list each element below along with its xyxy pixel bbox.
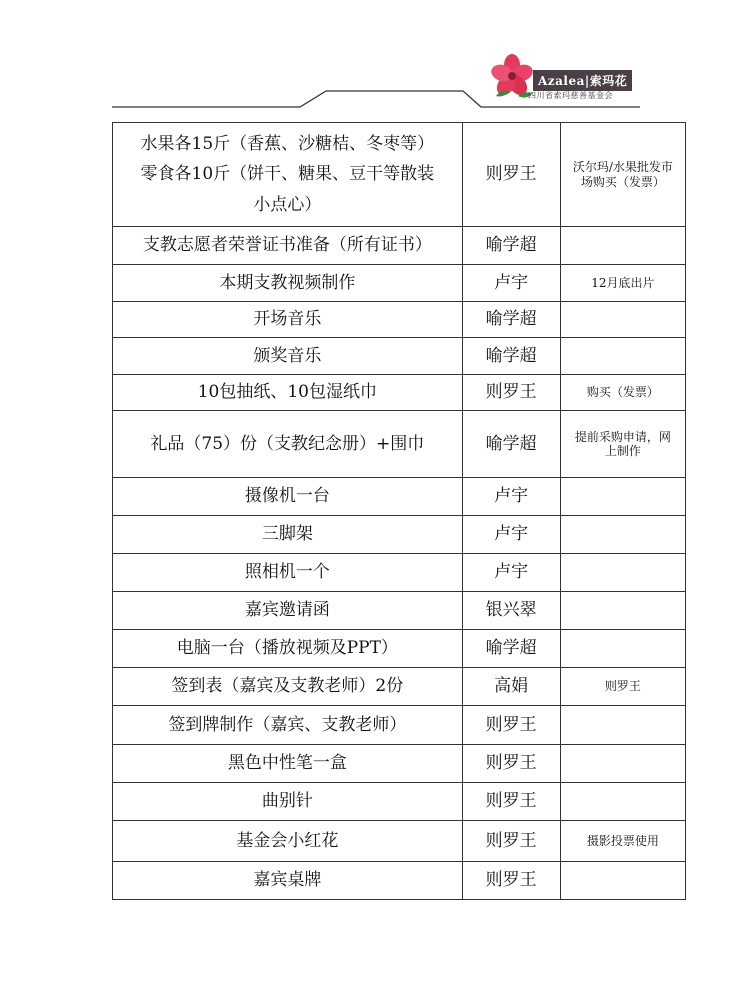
item-text: 基金会小红花 — [236, 830, 339, 851]
owner-cell: 则罗王 — [462, 745, 560, 783]
item-cell — [113, 592, 463, 630]
table-row — [113, 478, 686, 516]
owner-cell: 卢宇 — [462, 554, 560, 592]
item-text: 嘉宾邀请函 — [244, 600, 330, 621]
table-row — [113, 265, 686, 302]
item-text: 零食各10斤（饼干、糖果、豆干等散装 — [140, 164, 435, 185]
item-cell — [113, 478, 463, 516]
owner-cell: 则罗王 — [462, 123, 560, 227]
note-cell — [560, 783, 685, 821]
owner-cell: 喻学超 — [462, 630, 560, 668]
item-text: 签到表（嘉宾及支教老师）2份 — [171, 676, 404, 697]
note-cell — [560, 630, 685, 668]
note-cell — [560, 668, 685, 706]
item-cell — [113, 338, 463, 375]
item-cell — [113, 265, 463, 302]
logo-badge: Azalea|索玛花 — [533, 70, 632, 91]
item-cell — [113, 630, 463, 668]
owner-cell: 则罗王 — [462, 706, 560, 745]
item-text: 照相机一个 — [244, 562, 330, 583]
item-cell — [113, 123, 463, 227]
preparation-table — [112, 122, 686, 900]
item-cell — [113, 411, 463, 478]
owner-cell: 则罗王 — [462, 783, 560, 821]
owner-cell: 喻学超 — [462, 302, 560, 338]
table-row — [113, 302, 686, 338]
note-cell — [560, 554, 685, 592]
foundation-name: 四川省索玛慈善基金会 — [528, 91, 613, 100]
table-row — [113, 592, 686, 630]
item-cell — [113, 745, 463, 783]
table-row — [113, 375, 686, 411]
table-row — [113, 554, 686, 592]
note-text: 摄影投票使用 — [586, 833, 659, 848]
item-text: 电脑一台（播放视频及PPT） — [176, 638, 398, 659]
brand-cn: 索玛花 — [589, 74, 628, 88]
table-row — [113, 630, 686, 668]
note-cell — [560, 706, 685, 745]
owner-cell: 卢宇 — [462, 516, 560, 554]
note-text: 12月底出片 — [591, 275, 655, 290]
foundation-logo — [488, 52, 638, 112]
note-cell — [560, 745, 685, 783]
item-text: 签到牌制作（嘉宾、支教老师） — [168, 714, 407, 735]
note-cell — [560, 411, 685, 478]
item-text: 颁奖音乐 — [253, 345, 322, 366]
note-text: 提前采购申请，网 — [574, 429, 671, 444]
table-row — [113, 745, 686, 783]
owner-cell: 银兴翠 — [462, 592, 560, 630]
note-cell — [560, 123, 685, 227]
note-text: 沃尔玛/水果批发市 — [572, 160, 673, 175]
item-text: 曲别针 — [261, 791, 313, 812]
owner-cell: 卢宇 — [462, 478, 560, 516]
item-text: 摄像机一台 — [244, 486, 330, 507]
item-text: 本期支教视频制作 — [219, 272, 356, 293]
note-cell — [560, 265, 685, 302]
note-cell — [560, 227, 685, 265]
item-cell — [113, 516, 463, 554]
table-row — [113, 516, 686, 554]
item-cell — [113, 302, 463, 338]
table-row — [113, 821, 686, 862]
owner-cell: 喻学超 — [462, 338, 560, 375]
item-cell — [113, 668, 463, 706]
owner-cell: 高娟 — [462, 668, 560, 706]
table-row — [113, 338, 686, 375]
item-text: 开场音乐 — [253, 309, 322, 330]
item-cell — [113, 821, 463, 862]
owner-cell: 则罗王 — [462, 821, 560, 862]
note-text: 购买（发票） — [586, 385, 659, 400]
table-row — [113, 411, 686, 478]
note-text: 上制作 — [604, 444, 641, 458]
note-cell — [560, 862, 685, 900]
table-row — [113, 668, 686, 706]
note-cell — [560, 516, 685, 554]
owner-cell: 则罗王 — [462, 375, 560, 411]
table-row — [113, 706, 686, 745]
owner-cell: 卢宇 — [462, 265, 560, 302]
item-cell — [113, 862, 463, 900]
note-cell — [560, 338, 685, 375]
item-text: 黑色中性笔一盒 — [227, 753, 347, 774]
note-cell — [560, 592, 685, 630]
note-text: 则罗王 — [604, 679, 641, 694]
item-text: 支教志愿者荣誉证书准备（所有证书） — [142, 235, 432, 256]
owner-cell: 则罗王 — [462, 862, 560, 900]
item-cell — [113, 554, 463, 592]
brand-en: Azalea — [538, 74, 585, 88]
table-row — [113, 227, 686, 265]
note-text: 场购买（发票） — [580, 174, 665, 189]
item-cell — [113, 783, 463, 821]
item-text: 水果各15斤（香蕉、沙糖桔、冬枣等） — [140, 133, 435, 154]
table-row — [113, 862, 686, 900]
note-cell — [560, 302, 685, 338]
table-row — [113, 783, 686, 821]
owner-cell: 喻学超 — [462, 411, 560, 478]
item-text: 礼品（75）份（支教纪念册）+围巾 — [150, 433, 425, 454]
item-text: 小点心） — [253, 194, 322, 215]
note-cell — [560, 375, 685, 411]
note-cell — [560, 478, 685, 516]
item-cell — [113, 375, 463, 411]
item-cell — [113, 706, 463, 745]
note-cell — [560, 821, 685, 862]
owner-cell: 喻学超 — [462, 227, 560, 265]
item-text: 三脚架 — [261, 524, 313, 545]
item-cell — [113, 227, 463, 265]
item-text: 10包抽纸、10包湿纸巾 — [197, 382, 377, 403]
table-row — [113, 123, 686, 227]
item-text: 嘉宾桌牌 — [253, 870, 322, 891]
